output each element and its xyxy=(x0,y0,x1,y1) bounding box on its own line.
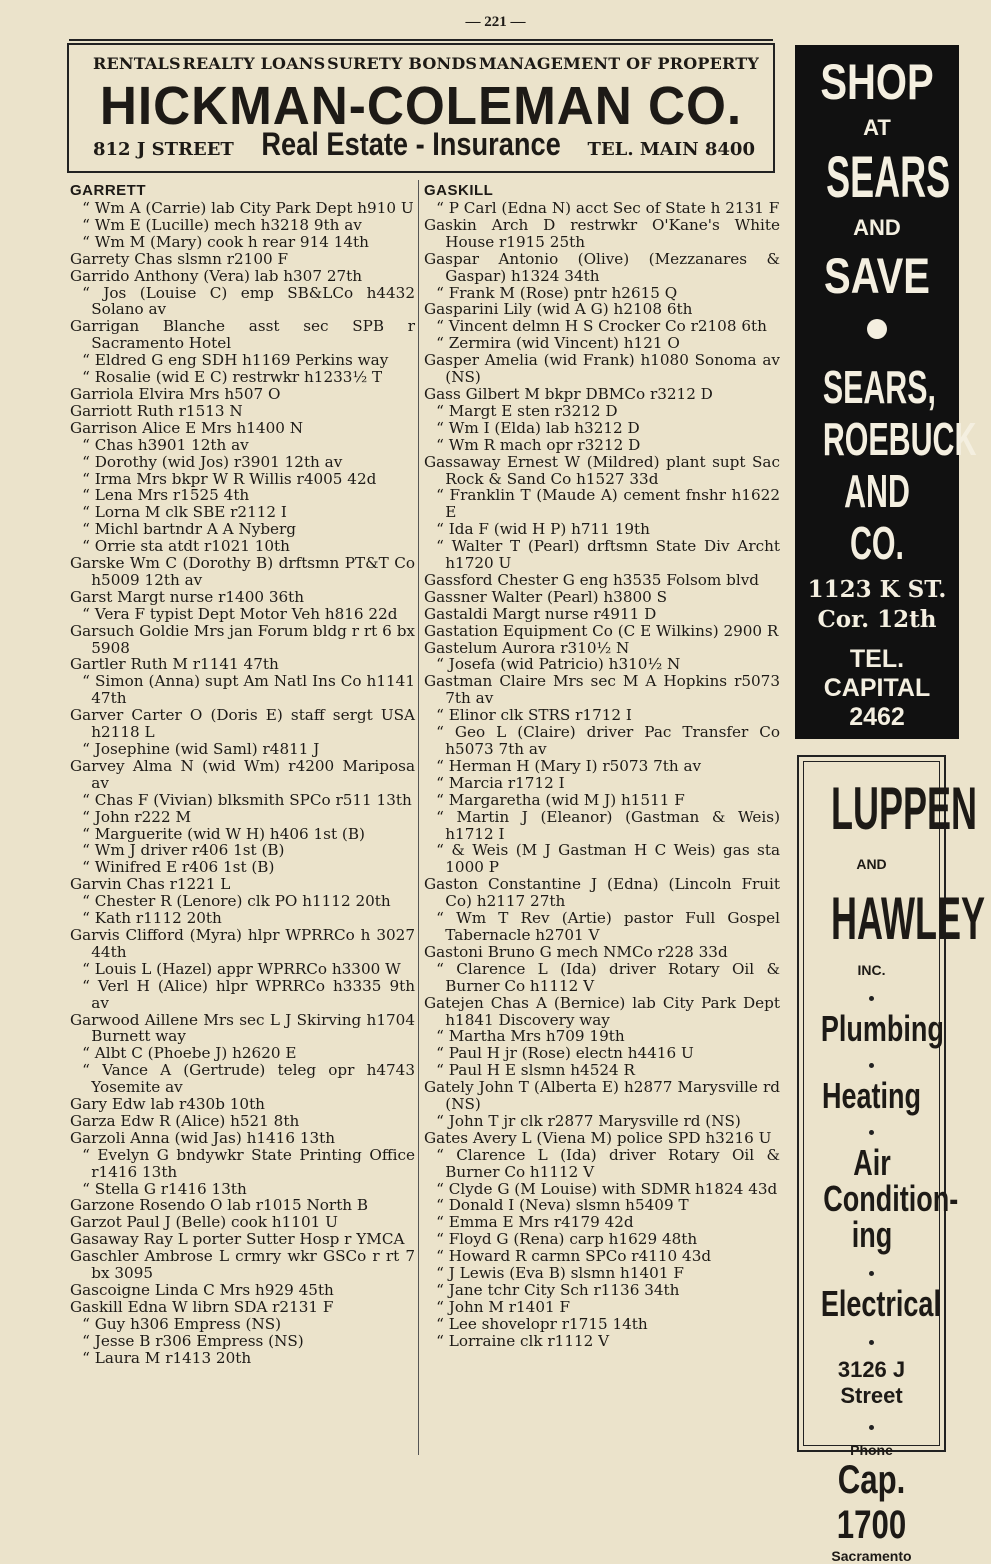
directory-entry: Gassaway Ernest W (Mildred) plant supt Sac Rock & Sand Co h1527 33d xyxy=(424,452,780,488)
directory-entry: “ Albt C (Phoebe J) h2620 E xyxy=(82,1044,297,1063)
bullet-dot-icon xyxy=(869,1340,874,1345)
directory-entry: Gastaldi Margt nurse r4911 D xyxy=(424,604,657,623)
directory-entry: “ Laura M r1413 20th xyxy=(82,1348,252,1367)
directory-entry: “ Eldred G eng SDH h1169 Perkins way xyxy=(82,351,389,370)
luppen-hawley-ad xyxy=(797,755,986,1564)
luppen-phone: Cap. 1700 xyxy=(836,1458,907,1547)
bullet-icon xyxy=(804,1053,939,1072)
hickman-coleman-ad xyxy=(67,43,775,173)
directory-entry: “ Irma Mrs bkpr W R Willis r4005 42d xyxy=(82,469,377,488)
directory-entry: “ Marguerite (wid W H) h406 1st (B) xyxy=(82,824,365,843)
directory-entry: “ Clyde G (M Louise) with SDMR h1824 43d xyxy=(436,1179,778,1198)
directory-entry: “ Chas h3901 12th av xyxy=(82,435,249,454)
directory-entry: “ Howard R carmn SPCo r4110 43d xyxy=(436,1247,712,1266)
directory-entry: Gaskin Arch D restrwkr O'Kane's White House r1915 25th xyxy=(424,215,780,251)
directory-entry: “ Lena Mrs r1525 4th xyxy=(82,486,250,505)
directory-entry: Gasaway Ray L porter Sutter Hosp r YMCA xyxy=(70,1230,405,1249)
directory-entry: “ Michl bartndr A A Nyberg xyxy=(82,520,297,539)
sears-roebuck: ROEBUCK xyxy=(822,413,977,465)
company-name: HICKMAN-COLEMAN CO. xyxy=(99,76,743,136)
directory-entry: Garvin Chas r1221 L xyxy=(70,875,231,894)
directory-entry: “ Winifred E r406 1st (B) xyxy=(82,858,275,877)
sears-corner: Cor. 12th xyxy=(817,606,937,633)
luppen-phone-label: Phone xyxy=(850,1442,893,1458)
luppen-address: 3126 J Street xyxy=(837,1357,906,1408)
bullet-icon xyxy=(804,1330,939,1349)
directory-entry: Gaskill Edna W librn SDA r2131 F xyxy=(70,1297,334,1316)
directory-entry: Garzone Rosendo O lab r1015 North B xyxy=(70,1196,369,1215)
directory-entry: Garvey Alma N (wid Wm) r4200 Mariposa av xyxy=(70,756,415,792)
sears-name: SEARS xyxy=(826,145,951,210)
right-column xyxy=(424,182,780,1350)
directory-entry: “ Clarence L (Ida) driver Rotary Oil & Burner Co h1112 V xyxy=(436,959,780,995)
directory-entry: “ Verl H (Alice) hlpr WPRRCo h3335 9th av xyxy=(82,976,415,1012)
left-entries xyxy=(70,200,415,1367)
directory-entry: “ Vincent delmn H S Crocker Co r2108 6th xyxy=(436,317,767,336)
directory-entry: “ Zermira (wid Vincent) h121 O xyxy=(436,334,680,353)
sears-andco: AND CO. xyxy=(844,465,910,569)
hawley-name: HAWLEY xyxy=(831,885,986,952)
directory-entry: “ Floyd G (Rena) carp h1629 48th xyxy=(436,1230,698,1249)
sears-capital: CAPITAL xyxy=(823,674,931,702)
directory-entry: “ Donald I (Neva) slsmn h5409 T xyxy=(436,1196,689,1215)
dot-icon xyxy=(867,319,887,339)
service-heating: Heating xyxy=(821,1075,921,1116)
column-divider xyxy=(418,180,419,1455)
directory-entry: Gaspar Antonio (Olive) (Mezzanares & Gaspar) h1324 34th xyxy=(424,249,780,285)
directory-entry: Gates Avery L (Viena M) police SPD h3216 U xyxy=(424,1128,772,1147)
directory-entry: “ Wm E (Lucille) mech h3218 9th av xyxy=(82,215,362,234)
left-column xyxy=(70,182,415,1367)
directory-entry: “ Orrie sta atdt r1021 10th xyxy=(82,537,290,556)
directory-entry: “ Guy h306 Empress (NS) xyxy=(82,1314,282,1333)
sears-number: 2462 xyxy=(849,703,905,731)
directory-entry: Garzoli Anna (wid Jas) h1416 13th xyxy=(70,1128,336,1147)
directory-entry: “ Evelyn G bndywkr State Printing Office r1416 13th xyxy=(82,1145,415,1181)
directory-entry: “ Lorraine clk r1112 V xyxy=(436,1331,610,1350)
directory-entry: Garvis Clifford (Myra) hlpr WPRRCo h 3027 44th xyxy=(70,925,415,961)
directory-entry: “ Wm A (Carrie) lab City Park Dept h910 U xyxy=(82,199,414,217)
directory-entry: “ Herman H (Mary I) r5073 7th av xyxy=(436,756,702,775)
directory-entry: “ J Lewis (Eva B) slsmn h1401 F xyxy=(436,1264,684,1283)
directory-entry: “ John M r1401 F xyxy=(436,1297,571,1316)
bullet-icon xyxy=(804,1415,939,1434)
directory-entry: “ John r222 M xyxy=(82,807,191,826)
service-realty-loans: REALTY LOANS xyxy=(182,54,326,73)
directory-entry: “ Lorna M clk SBE r2112 I xyxy=(82,503,287,522)
service-air-conditioning: Air Condition- ing xyxy=(822,1142,958,1255)
directory-entry: Garrido Anthony (Vera) lab h307 27th xyxy=(70,266,363,285)
sears-address: 1123 K ST. xyxy=(807,576,947,603)
right-column-header: GASKILL xyxy=(424,182,494,199)
bullet-dot-icon xyxy=(869,996,874,1001)
directory-entry: Gately John T (Alberta E) h2877 Marysville rd (NS) xyxy=(424,1078,780,1114)
directory-entry: “ Jos (Louise C) emp SB&LCo h4432 Solano av xyxy=(82,283,415,319)
directory-entry: “ Geo L (Claire) driver Pac Transfer Co h5073 7th av xyxy=(436,723,780,758)
directory-entry: “ Jesse B r306 Empress (NS) xyxy=(82,1331,304,1350)
directory-entry: “ Wm I (Elda) lab h3212 D xyxy=(436,418,640,437)
bullet-icon xyxy=(804,1120,939,1139)
directory-entry: “ Josefa (wid Patricio) h310½ N xyxy=(436,655,681,674)
service-plumbing: Plumbing xyxy=(820,1008,944,1049)
directory-entry: Garriott Ruth r1513 N xyxy=(70,401,243,420)
luppen-name: LUPPEN xyxy=(831,775,978,842)
directory-entry: “ Margaretha (wid M J) h1511 F xyxy=(436,790,685,809)
luppen-and: AND xyxy=(856,856,887,872)
sears-save: SAVE xyxy=(824,248,930,304)
service-surety-bonds: SURETY BONDS xyxy=(327,54,478,73)
sears-sears: SEARS, xyxy=(822,361,936,413)
sears-shop: SHOP xyxy=(820,54,934,110)
directory-entry: “ Wm T Rev (Artie) pastor Full Gospel Tabernacle h2701 V xyxy=(436,909,780,944)
bullet-dot-icon xyxy=(869,1130,874,1135)
service-management: MANAGEMENT OF PROPERTY xyxy=(478,54,759,73)
directory-entry: “ Clarence L (Ida) driver Rotary Oil & Burner Co h1112 V xyxy=(436,1145,780,1181)
directory-entry: Garza Edw R (Alice) h521 8th xyxy=(70,1111,300,1130)
directory-entry: Garrigan Blanche asst sec SPB r Sacramento Hotel xyxy=(70,317,415,353)
bullet-dot-icon xyxy=(869,1425,874,1430)
directory-entry: Gartler Ruth M r1141 47th xyxy=(70,655,279,674)
sears-and: AND xyxy=(853,215,901,240)
directory-entry: Garsuch Goldie Mrs jan Forum bldg r rt 6 bx 5908 xyxy=(70,621,415,657)
directory-entry: Gatejen Chas A (Bernice) lab City Park Dept h1841 Discovery way xyxy=(424,993,780,1029)
luppen-inner-border xyxy=(803,761,986,1564)
directory-entry: “ Simon (Anna) supt Am Natl Ins Co h1141 47th xyxy=(82,672,415,708)
service-rentals: RENTALS xyxy=(93,54,181,73)
directory-entry: “ Martin J (Eleanor) (Gastman & Weis) h1712 I xyxy=(436,807,780,843)
directory-entry: Gastelum Aurora r310½ N xyxy=(424,638,630,657)
sears-at: AT xyxy=(863,115,891,140)
directory-entry: “ Martha Mrs h709 19th xyxy=(436,1027,625,1046)
ad-telephone: TEL. MAIN 8400 xyxy=(587,139,755,160)
directory-entry: Gassner Walter (Pearl) h3800 S xyxy=(424,587,668,606)
directory-entry: “ Elinor clk STRS r1712 I xyxy=(436,706,632,725)
directory-entry: Garrison Alice E Mrs h1400 N xyxy=(70,418,304,437)
sears-tel: TEL. xyxy=(849,645,905,673)
bullet-icon xyxy=(804,1261,939,1280)
directory-entry: “ Vance A (Gertrude) teleg opr h4743 Yosemite av xyxy=(82,1061,415,1097)
bullet-dot-icon xyxy=(869,1271,874,1276)
directory-entry: “ Paul H E slsmn h4524 R xyxy=(436,1061,635,1080)
directory-entry: Gastation Equipment Co (C E Wilkins) 2900 R xyxy=(424,621,779,640)
directory-entry: Gaston Constantine J (Edna) (Lincoln Fruit Co) h2117 27th xyxy=(424,875,780,911)
directory-entry: Gascoigne Linda C Mrs h929 45th xyxy=(70,1281,334,1299)
directory-entry: Gastoni Bruno G mech NMCo r228 33d xyxy=(424,942,728,961)
directory-entry: Garst Margt nurse r1400 36th xyxy=(70,587,305,606)
ad-street: 812 J STREET xyxy=(93,139,234,160)
directory-entry: Gass Gilbert M bkpr DBMCo r3212 D xyxy=(424,384,713,403)
directory-entry: Gassford Chester G eng h3535 Folsom blvd xyxy=(424,570,760,589)
directory-entry: “ Ida F (wid H P) h711 19th xyxy=(436,520,650,539)
directory-entry: “ P Carl (Edna N) acct Sec of State h 2131 F xyxy=(436,199,780,217)
directory-entry: “ Wm J driver r406 1st (B) xyxy=(82,841,285,860)
directory-entry: “ Dorothy (wid Jos) r3901 12th av xyxy=(82,452,343,471)
directory-entry: “ Emma E Mrs r4179 42d xyxy=(436,1213,634,1232)
directory-entry: “ Louis L (Hazel) appr WPRRCo h3300 W xyxy=(82,959,401,978)
luppen-inc: INC. xyxy=(857,962,886,978)
directory-entry: “ Franklin T (Maude A) cement fnshr h1622 E xyxy=(436,486,780,522)
directory-entry: “ Chas F (Vivian) blksmith SPCo r511 13th xyxy=(82,790,412,809)
directory-entry: “ Paul H jr (Rose) electn h4416 U xyxy=(436,1044,694,1063)
directory-entry: Garzot Paul J (Belle) cook h1101 U xyxy=(70,1213,338,1232)
directory-entry: “ Josephine (wid Saml) r4811 J xyxy=(82,740,320,758)
directory-entry: “ Wm M (Mary) cook h rear 914 14th xyxy=(82,232,369,251)
directory-entry: Garver Carter O (Doris E) staff sergt USA h2118 L xyxy=(70,706,415,742)
directory-entry: Garwood Aillene Mrs sec L J Skirving h1704 Burnett way xyxy=(70,1010,415,1046)
directory-entry: “ Vera F typist Dept Motor Veh h816 22d xyxy=(82,604,398,623)
directory-entry: “ John T jr clk r2877 Marysville rd (NS) xyxy=(436,1111,741,1130)
directory-entry: “ Marcia r1712 I xyxy=(436,773,565,792)
directory-entry: “ Lee shovelopr r1715 14th xyxy=(436,1314,648,1333)
directory-entry: “ Wm R mach opr r3212 D xyxy=(436,435,641,454)
directory-entry: “ Kath r1112 20th xyxy=(82,909,222,928)
left-column-header: GARRETT xyxy=(70,182,146,199)
directory-entry: “ Chester R (Lenore) clk PO h1112 20th xyxy=(82,892,391,911)
ad-services xyxy=(93,54,759,73)
directory-entry: Gaschler Ambrose L crmry wkr GSCo r rt 7 bx 3095 xyxy=(70,1247,415,1283)
bullet-icon xyxy=(804,986,939,1005)
ad-slogan: Real Estate - Insurance xyxy=(261,126,561,162)
bullet-dot-icon xyxy=(869,1063,874,1068)
ad-bottom-row xyxy=(93,126,755,163)
directory-entry: “ Stella G r1416 13th xyxy=(82,1179,247,1198)
directory-entry: “ Rosalie (wid E C) restrwkr h1233½ T xyxy=(82,368,383,387)
directory-entry: “ Jane tchr City Sch r1136 34th xyxy=(436,1281,680,1299)
directory-entry: Gasparini Lily (wid A G) h2108 6th xyxy=(424,300,693,319)
luppen-city: Sacramento xyxy=(831,1548,912,1564)
service-electrical: Electrical xyxy=(820,1283,941,1324)
directory-entry: Garriola Elvira Mrs h507 O xyxy=(70,384,281,403)
directory-entry: “ Frank M (Rose) pntr h2615 Q xyxy=(436,283,678,302)
directory-entry: “ & Weis (M J Gastman H C Weis) gas sta 1000 P xyxy=(436,841,780,877)
directory-entry: “ Margt E sten r3212 D xyxy=(436,401,618,420)
page-number: — 221 — xyxy=(465,14,526,30)
directory-entry: Garrety Chas slsmn r2100 F xyxy=(70,249,289,268)
directory-entry: Gasper Amelia (wid Frank) h1080 Sonoma av (NS) xyxy=(424,351,780,387)
sears-dot xyxy=(795,319,959,343)
directory-entry: Gary Edw lab r430b 10th xyxy=(70,1095,265,1114)
directory-entry: “ Walter T (Pearl) drftsmn State Div Archt h1720 U xyxy=(436,537,780,573)
directory-entry: Garske Wm C (Dorothy B) drftsmn PT&T Co h5009 12th av xyxy=(70,554,415,589)
sears-ad xyxy=(795,45,977,739)
top-rule xyxy=(69,39,773,41)
right-entries xyxy=(424,200,780,1350)
directory-entry: Gastman Claire Mrs sec M A Hopkins r5073 7th av xyxy=(424,672,780,708)
